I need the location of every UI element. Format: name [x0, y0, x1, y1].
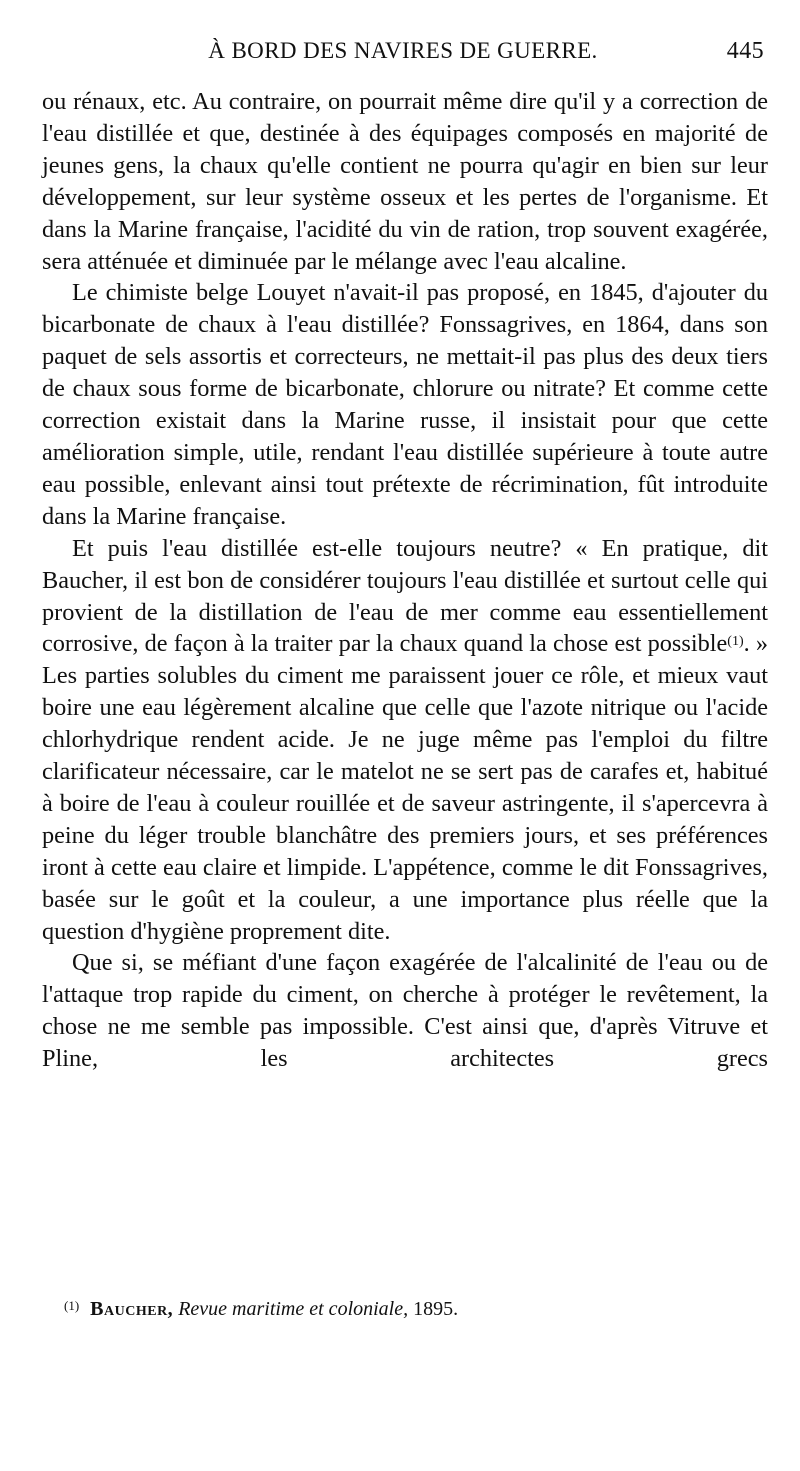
footnote [64, 1296, 764, 1322]
page-number: 445 [726, 38, 764, 64]
running-title: À BORD DES NAVIRES DE GUERRE. [208, 38, 598, 63]
paragraph-vitruve: Que si, se méfiant d'une façon exagérée de l'alcalinité de l'eau ou de l'attaque trop rapide du ciment, on cherche à protéger le revêtement, la chose ne me semble pas impossible. C'est ainsi que, d'après Vitruve et Pline, les architectes grecs [42, 949, 768, 1073]
footnote-journal: Revue maritime et coloniale, [178, 1298, 409, 1320]
running-head [42, 38, 764, 78]
body-text [42, 86, 768, 1075]
footnote-author: Baucher, [90, 1298, 174, 1320]
paragraph-text-before-note: Et puis l'eau distillée est-elle toujours neutre? « En pratique, dit Baucher, il est bon de considérer toujours l'eau distillée et surtout celle qui provient de la distillation de l'eau de mer comme eau essentiellement corrosive, de façon à la traiter par la chaux quand la chose est possible [42, 534, 768, 658]
footnote-reference: (1) [727, 634, 744, 650]
paragraph-baucher-quote [42, 533, 768, 948]
paragraph-continuation: ou rénaux, etc. Au contraire, on pourrait même dire qu'il y a correction de l'eau distillée et que, destinée à des équipages composés en majorité de jeunes gens, la chaux qu'elle contient ne pourra qu'agir en bien sur leur développement, sur leur système osseux et les pertes de l'organisme. Et dans la Marine française, l'acidité du vin de ration, trop souvent exagérée, sera atténuée et diminuée par le mélange avec l'eau alcaline. [42, 88, 768, 275]
paragraph-text-after-note: . » Les parties solubles du ciment me paraissent jouer ce rôle, et mieux vaut boire une eau légèrement alcaline que celle que l'azote nitrique ou l'acide chlorhydrique rendent acide. Je ne juge même pas l'emploi du filtre clarificateur nécessaire, car le matelot ne se sert pas de carafes et, habitué à boire de l'eau à couleur rouillée et de saveur astringente, il s'apercevra à peine du léger trouble blanchâtre des premiers jours, et ses préférences iront à cette eau claire et limpide. L'appétence, comme le dit Fonssagrives, basée sur le goût et la couleur, a une importance plus réelle que la question d'hygiène proprement dite. [42, 630, 768, 945]
footnote-year: 1895. [413, 1298, 459, 1320]
footnote-mark: (1) [64, 1298, 80, 1313]
paragraph-louyet: Le chimiste belge Louyet n'avait-il pas proposé, en 1845, d'ajouter du bicarbonate de chaux à l'eau distillée? Fonssagrives, en 1864, dans son paquet de sels assortis et correcteurs, ne mettait-il pas plus des deux tiers de chaux sous forme de bicarbonate, chlorure ou nitrate? Et comme cette correction existait dans la Marine russe, il insistait pour que cette amélioration simple, utile, rendant l'eau distillée supérieure à toute autre eau possible, enlevant ainsi tout prétexte de récrimination, fût introduite dans la Marine française. [42, 279, 768, 530]
